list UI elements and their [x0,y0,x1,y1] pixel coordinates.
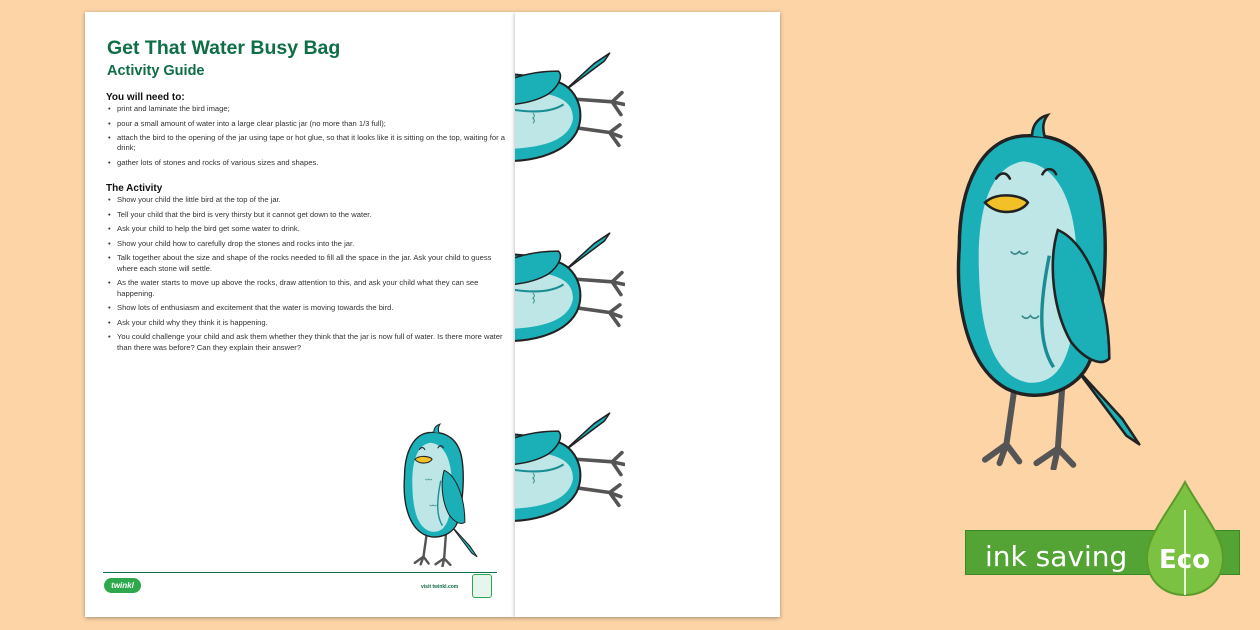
list-item: • gather lots of stones and rocks of various sizes and shapes. [117,158,507,168]
list-item: • attach the bird to the opening of the jar using tape or hot glue, so that it looks like it is sitting on the top, waiting for a drink; [117,133,507,154]
activity-heading: The Activity [106,183,163,194]
eco-label: Eco [1159,545,1211,575]
twinkl-logo: twinkl [104,578,141,593]
list-item: • As the water starts to move up above the rocks, draw attention to this, and ask your child what they can see happening. [117,278,507,299]
leaf-drop-icon [1145,480,1225,597]
ink-saving-eco-badge [965,480,1240,597]
list-item: • You could challenge your child and ask them whether they think that the jar is now full of water. Is there more water than there was before? Can they explain their answer? [117,332,507,353]
list-item: • Talk together about the size and shape of the rocks needed to fill all the space in the jar. Ask your child to guess where each stone will settle. [117,253,507,274]
cutout-bird-3 [515,367,625,572]
list-item: • Tell your child that the bird is very thirsty but it cannot get down to the water. [117,210,507,220]
quality-badge-icon [472,574,492,598]
footer-divider [103,572,497,573]
bird-cutout-page [515,12,780,617]
ink-saving-text: ink saving [985,540,1128,573]
list-item: • pour a small amount of water into a large clear plastic jar (no more than 1/3 full); [117,119,507,129]
list-item: • Ask your child to help the bird get some water to drink. [117,224,507,234]
list-item: • Show lots of enthusiasm and excitement that the water is moving towards the bird. [117,303,507,313]
need-heading: You will need to: [106,92,185,103]
activity-guide-page [85,12,515,617]
cutout-bird-1 [515,12,625,212]
footer-site: visit twinkl.com [421,584,459,590]
guide-subtitle: Activity Guide [107,63,205,79]
list-item: • print and laminate the bird image; [117,104,507,114]
list-item: • Show your child how to carefully drop the stones and rocks into the jar. [117,239,507,249]
need-list [107,104,507,173]
small-bird-illustration [380,422,498,567]
large-bird-illustration [905,110,1185,470]
list-item: • Ask your child why they think it is happening. [117,318,507,328]
cutout-bird-2 [515,187,625,392]
activity-list [107,195,507,357]
list-item: • Show your child the little bird at the top of the jar. [117,195,507,205]
guide-title: Get That Water Busy Bag [107,37,341,59]
